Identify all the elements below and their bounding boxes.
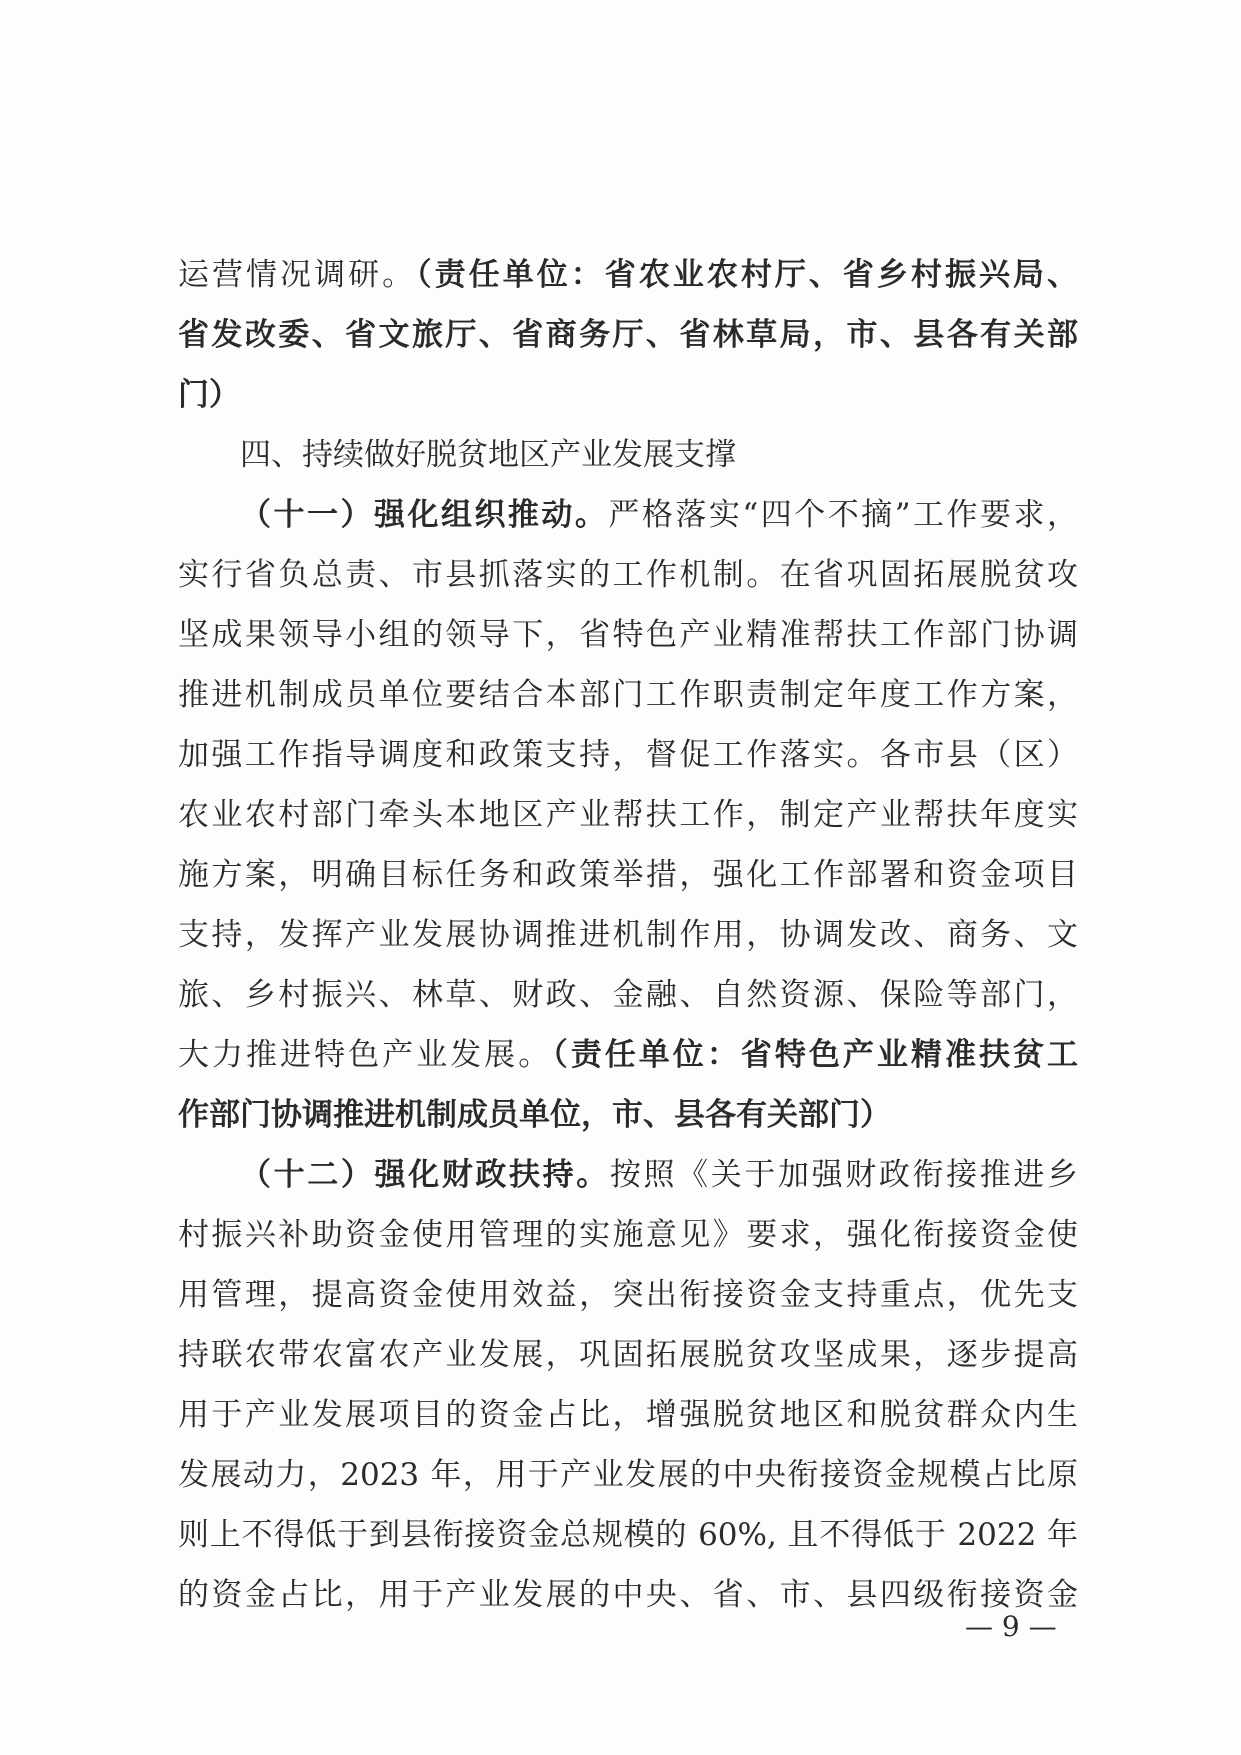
- page-number: — 9 —: [965, 1610, 1057, 1643]
- text-span: 实行省负总责、市县抓落实的工作机制。在省巩固拓展脱贫攻: [178, 557, 1078, 593]
- text-span: 大力推进特色产业发展。: [178, 1037, 553, 1073]
- text-span: 农业农村部门牵头本地区产业帮扶工作，制定产业帮扶年度实: [178, 797, 1078, 833]
- text-line: [178, 845, 1078, 905]
- text-line: [178, 1325, 1078, 1385]
- bold-text-span: （十一）强化组织推动。: [240, 497, 609, 533]
- text-line: [178, 1265, 1078, 1325]
- text-line: [178, 245, 1078, 305]
- text-line: [178, 965, 1078, 1025]
- text-line: [178, 1565, 1078, 1625]
- text-line: [178, 605, 1078, 665]
- text-line: [178, 305, 1078, 365]
- bold-text-span: （责任单位：省特色产业精准扶贫工: [552, 1037, 1079, 1073]
- text-span: 发展动力，2023 年，用于产业发展的中央衔接资金规模占比原: [178, 1457, 1078, 1493]
- text-span: 的资金占比，用于产业发展的中央、省、市、县四级衔接资金: [178, 1577, 1078, 1613]
- text-span: 四、持续做好脱贫地区产业发展支撑: [240, 437, 736, 473]
- text-line: [178, 425, 1078, 485]
- text-line: [178, 545, 1078, 605]
- text-span: 支持，发挥产业发展协调推进机制作用，协调发改、商务、文: [178, 917, 1078, 953]
- text-line: [178, 1085, 1078, 1145]
- text-span: 村振兴补助资金使用管理的实施意见》要求，强化衔接资金使: [178, 1217, 1078, 1253]
- text-span: 用管理，提高资金使用效益，突出衔接资金支持重点，优先支: [178, 1277, 1078, 1313]
- text-span: 坚成果领导小组的领导下，省特色产业精准帮扶工作部门协调: [178, 617, 1078, 653]
- text-line: [178, 1445, 1078, 1505]
- bold-text-span: 作部门协调推进机制成员单位，市、县各有关部门）: [178, 1097, 891, 1133]
- text-span: 按照《关于加强财政衔接推进乡: [609, 1157, 1078, 1193]
- text-line: [178, 365, 1078, 425]
- text-span: 则上不得低于到县衔接资金总规模的 60%, 且不得低于 2022 年: [178, 1517, 1078, 1553]
- text-line: [178, 665, 1078, 725]
- document-body: [178, 245, 1078, 1625]
- bold-text-span: 门）: [178, 377, 240, 413]
- text-line: [178, 1505, 1078, 1565]
- text-span: 用于产业发展项目的资金占比，增强脱贫地区和脱贫群众内生: [178, 1397, 1078, 1433]
- text-line: [178, 1205, 1078, 1265]
- text-span: 推进机制成员单位要结合本部门工作职责制定年度工作方案，: [178, 677, 1078, 713]
- text-line: [178, 785, 1078, 845]
- text-span: 严格落实“四个不摘”工作要求，: [608, 497, 1079, 533]
- text-span: 运营情况调研。: [178, 257, 417, 293]
- text-line: [178, 1385, 1078, 1445]
- text-line: [178, 485, 1078, 545]
- bold-text-span: （十二）强化财政扶持。: [240, 1157, 610, 1193]
- bold-text-span: 省发改委、省文旅厅、省商务厅、省林草局，市、县各有关部: [178, 317, 1078, 353]
- text-line: [178, 1025, 1078, 1085]
- bold-text-span: （责任单位：省农业农村厅、省乡村振兴局、: [416, 257, 1079, 293]
- text-line: [178, 905, 1078, 965]
- text-span: 旅、乡村振兴、林草、财政、金融、自然资源、保险等部门，: [178, 977, 1078, 1013]
- text-span: 施方案，明确目标任务和政策举措，强化工作部署和资金项目: [178, 857, 1078, 893]
- text-line: [178, 725, 1078, 785]
- text-line: [178, 1145, 1078, 1205]
- text-span: 加强工作指导调度和政策支持，督促工作落实。各市县（区）: [178, 737, 1078, 773]
- text-span: 持联农带农富农产业发展，巩固拓展脱贫攻坚成果，逐步提高: [178, 1337, 1078, 1373]
